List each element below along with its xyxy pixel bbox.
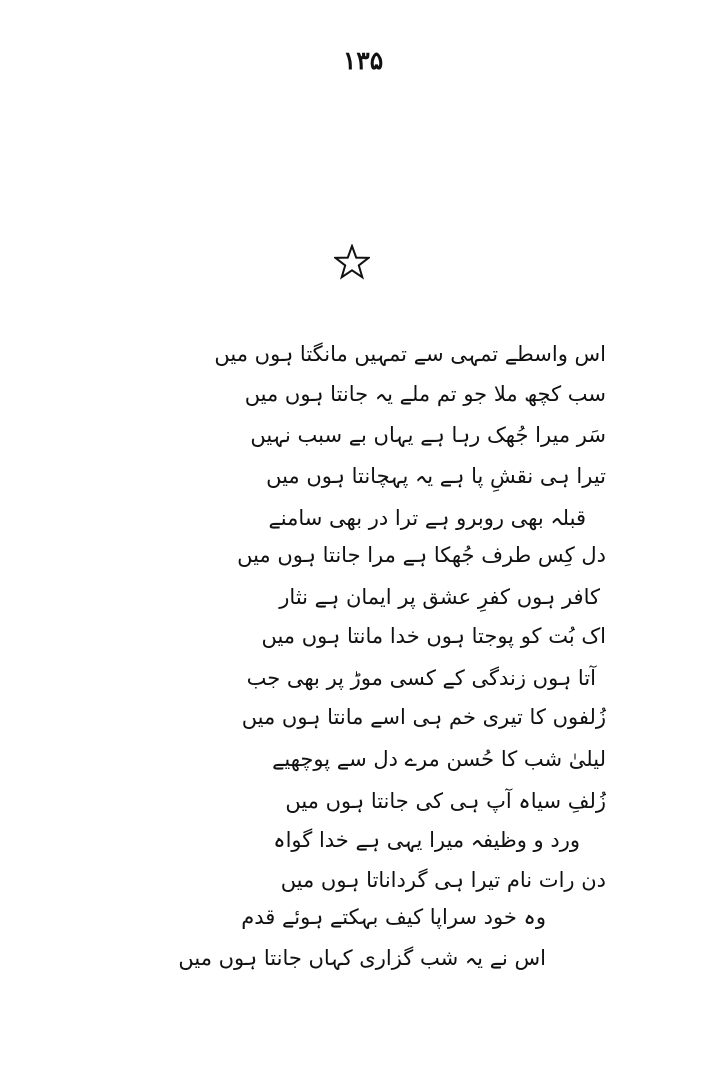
verse-line: لیلیٰ شب کا حُسن مرے دل سے پوچھیے [272, 747, 606, 771]
verse-line: زُلفوں کا تیری خم ہی اسے مانتا ہوں میں [241, 705, 606, 729]
verse-line: سَر میرا جُھک رہا ہے یہاں بے سبب نہیں [250, 423, 606, 447]
verse-line: زُلفِ سیاہ آپ ہی کی جانتا ہوں میں [285, 789, 606, 813]
verse-line: آتا ہوں زندگی کے کسی موڑ پر بھی جب [246, 666, 596, 690]
verse-line: وہ خود سراپا کیف بہکتے ہوئے قدم [241, 905, 546, 929]
verse-line: دن رات نام تیرا ہی گرداناتا ہوں میں [280, 868, 606, 892]
verse-line: اس نے یہ شب گزاری کہاں جانتا ہوں میں [178, 946, 546, 970]
verse-line: ورد و وظیفہ میرا یہی ہے خدا گواہ [273, 828, 580, 852]
verse-line: سب کچھ ملا جو تم ملے یہ جانتا ہوں میں [244, 382, 606, 406]
verse-line: اس واسطے تمہی سے تمہیں مانگتا ہوں میں [214, 342, 606, 366]
verse-line: قبلہ بھی روبرو ہے ترا در بھی سامنے [268, 506, 586, 530]
star-outline-icon [334, 244, 370, 280]
verse-line: کافر ہوں کفرِ عشق پر ایمان ہے نثار [279, 585, 600, 609]
verse-line: تیرا ہی نقشِ پا ہے یہ پہچانتا ہوں میں [266, 464, 606, 488]
verse-line: اک بُت کو پوجتا ہوں خدا مانتا ہوں میں [261, 624, 606, 648]
verse-line: دل کِس طرف جُھکا ہے مرا جانتا ہوں میں [237, 543, 606, 567]
page-number: ۱۳۵ [342, 46, 384, 75]
